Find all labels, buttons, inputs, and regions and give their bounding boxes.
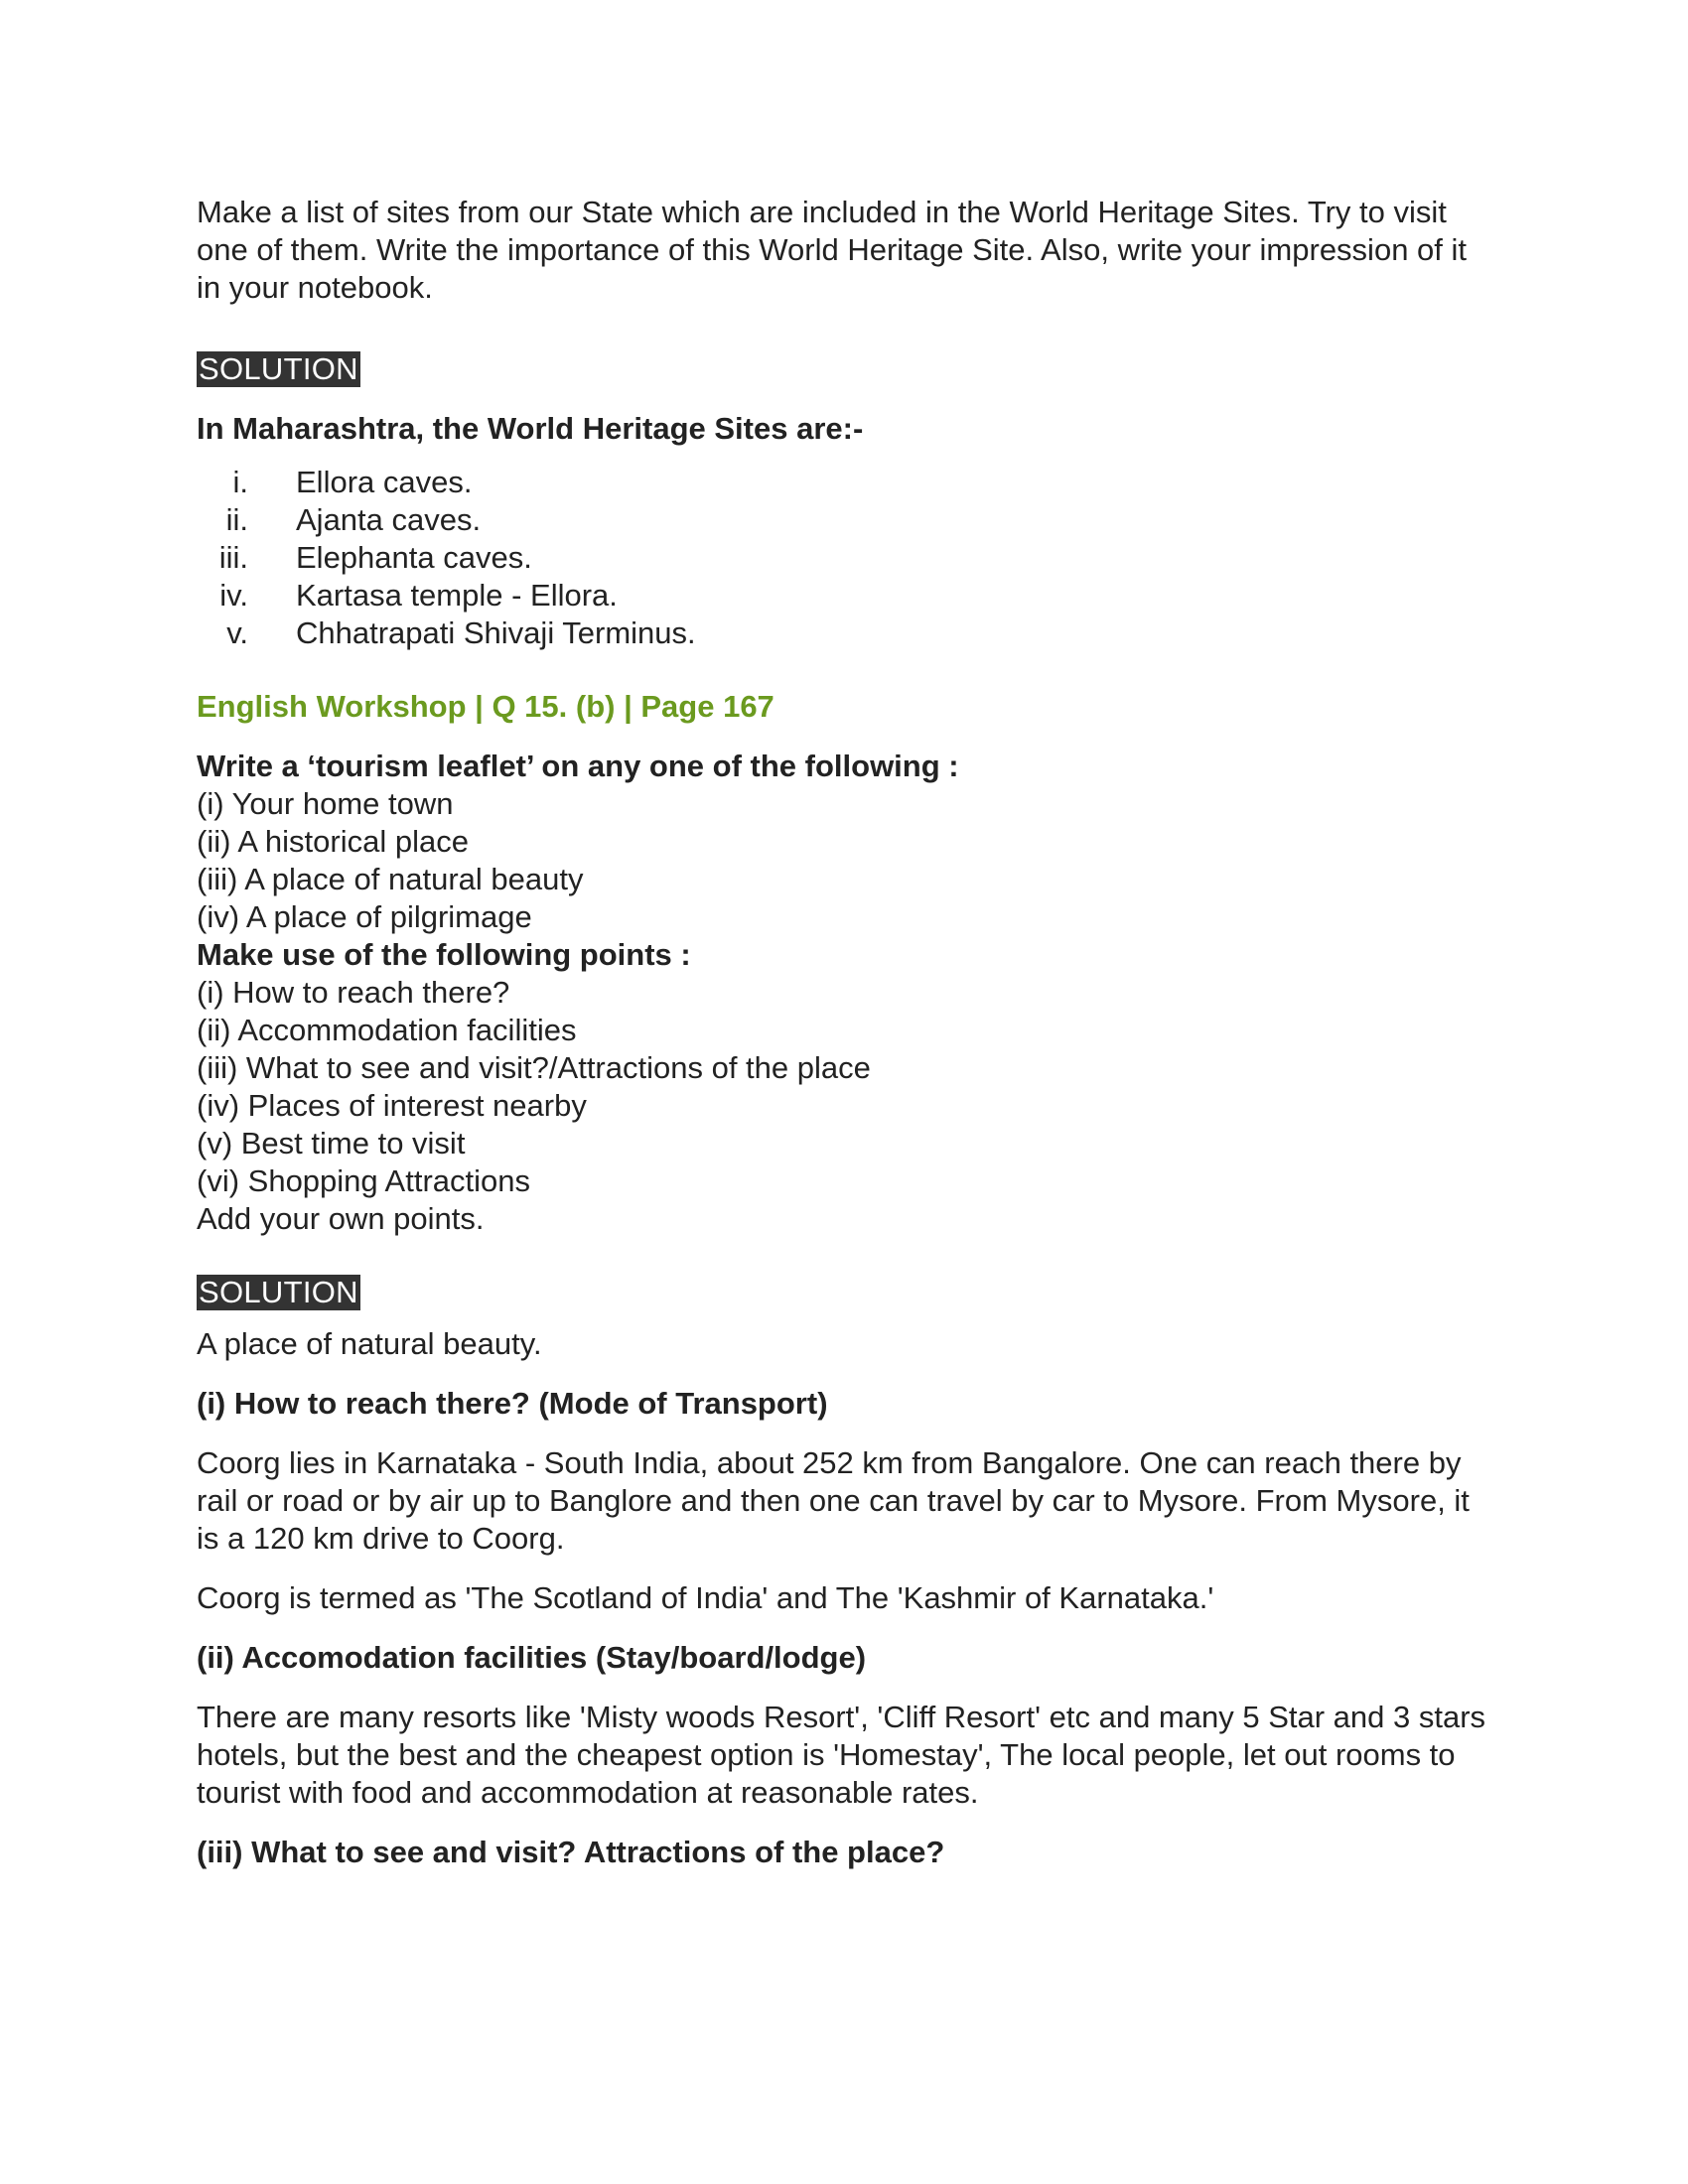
termed-paragraph: Coorg is termed as 'The Scotland of India' and The 'Kashmir of Karnataka.' xyxy=(197,1580,1214,1615)
reach-heading: (i) How to reach there? (Mode of Transport) xyxy=(197,1386,828,1421)
list-item: ii. Ajanta caves. xyxy=(225,502,482,537)
list-item: v. Chhatrapati Shivaji Terminus. xyxy=(226,615,696,650)
reach-paragraph: Coorg lies in Karnataka - South India, about 252 km from Bangalore. One can reach there by rail or road or by air up to Banglore and then one can travel by car to Mysore. From Mysore, it is a 120 km drive to Coorg. xyxy=(197,1445,1470,1556)
question-heading: Write a ‘tourism leaflet’ on any one of the following : xyxy=(197,749,959,783)
option-item: (iv) A place of pilgrimage xyxy=(197,899,532,934)
solution-badge: SOLUTION xyxy=(199,1275,358,1309)
section-title: English Workshop | Q 15. (b) | Page 167 xyxy=(197,689,774,724)
document-page xyxy=(197,194,1497,1871)
option-item: (iii) A place of natural beauty xyxy=(197,862,584,896)
point-item: (vi) Shopping Attractions xyxy=(197,1163,531,1198)
point-item: (ii) Accommodation facilities xyxy=(197,1013,577,1047)
solution-badge: SOLUTION xyxy=(199,351,358,386)
attractions-heading: (iii) What to see and visit? Attractions of the place? xyxy=(197,1835,945,1869)
point-item: (i) How to reach there? xyxy=(197,975,510,1010)
question-block xyxy=(197,748,1497,1238)
point-item: (iii) What to see and visit?/Attractions of the place xyxy=(197,1050,871,1085)
list-item: iii. Elephanta caves. xyxy=(218,540,532,575)
list-item: i. Ellora caves. xyxy=(232,465,473,499)
points-heading: Make use of the following points : xyxy=(197,937,691,972)
point-item: (iv) Places of interest nearby xyxy=(197,1088,587,1123)
question-intro: Make a list of sites from our State which are included in the World Heritage Sites. Try to visit one of them. Write the importance of this World Heritage Site. Also, write your impression of it in your notebook. xyxy=(197,195,1468,305)
heritage-sites-list xyxy=(197,464,1497,652)
option-item: (ii) A historical place xyxy=(197,824,469,859)
accommodation-heading: (ii) Accomodation facilities (Stay/board/lodge) xyxy=(197,1640,867,1675)
point-item: (v) Best time to visit xyxy=(197,1126,466,1160)
list-item: iv. Kartasa temple - Ellora. xyxy=(219,578,618,613)
accommodation-paragraph: There are many resorts like 'Misty woods Resort', 'Cliff Resort' etc and many 5 Star and 3 stars hotels, but the best and the cheapest option is 'Homestay', The local people, let out rooms to tourist with food and accommodation at reasonable rates. xyxy=(197,1700,1486,1810)
answer-choice: A place of natural beauty. xyxy=(197,1326,542,1361)
option-item: (i) Your home town xyxy=(197,786,454,821)
sites-heading: In Maharashtra, the World Heritage Sites are:- xyxy=(197,411,864,446)
point-item: Add your own points. xyxy=(197,1201,485,1236)
